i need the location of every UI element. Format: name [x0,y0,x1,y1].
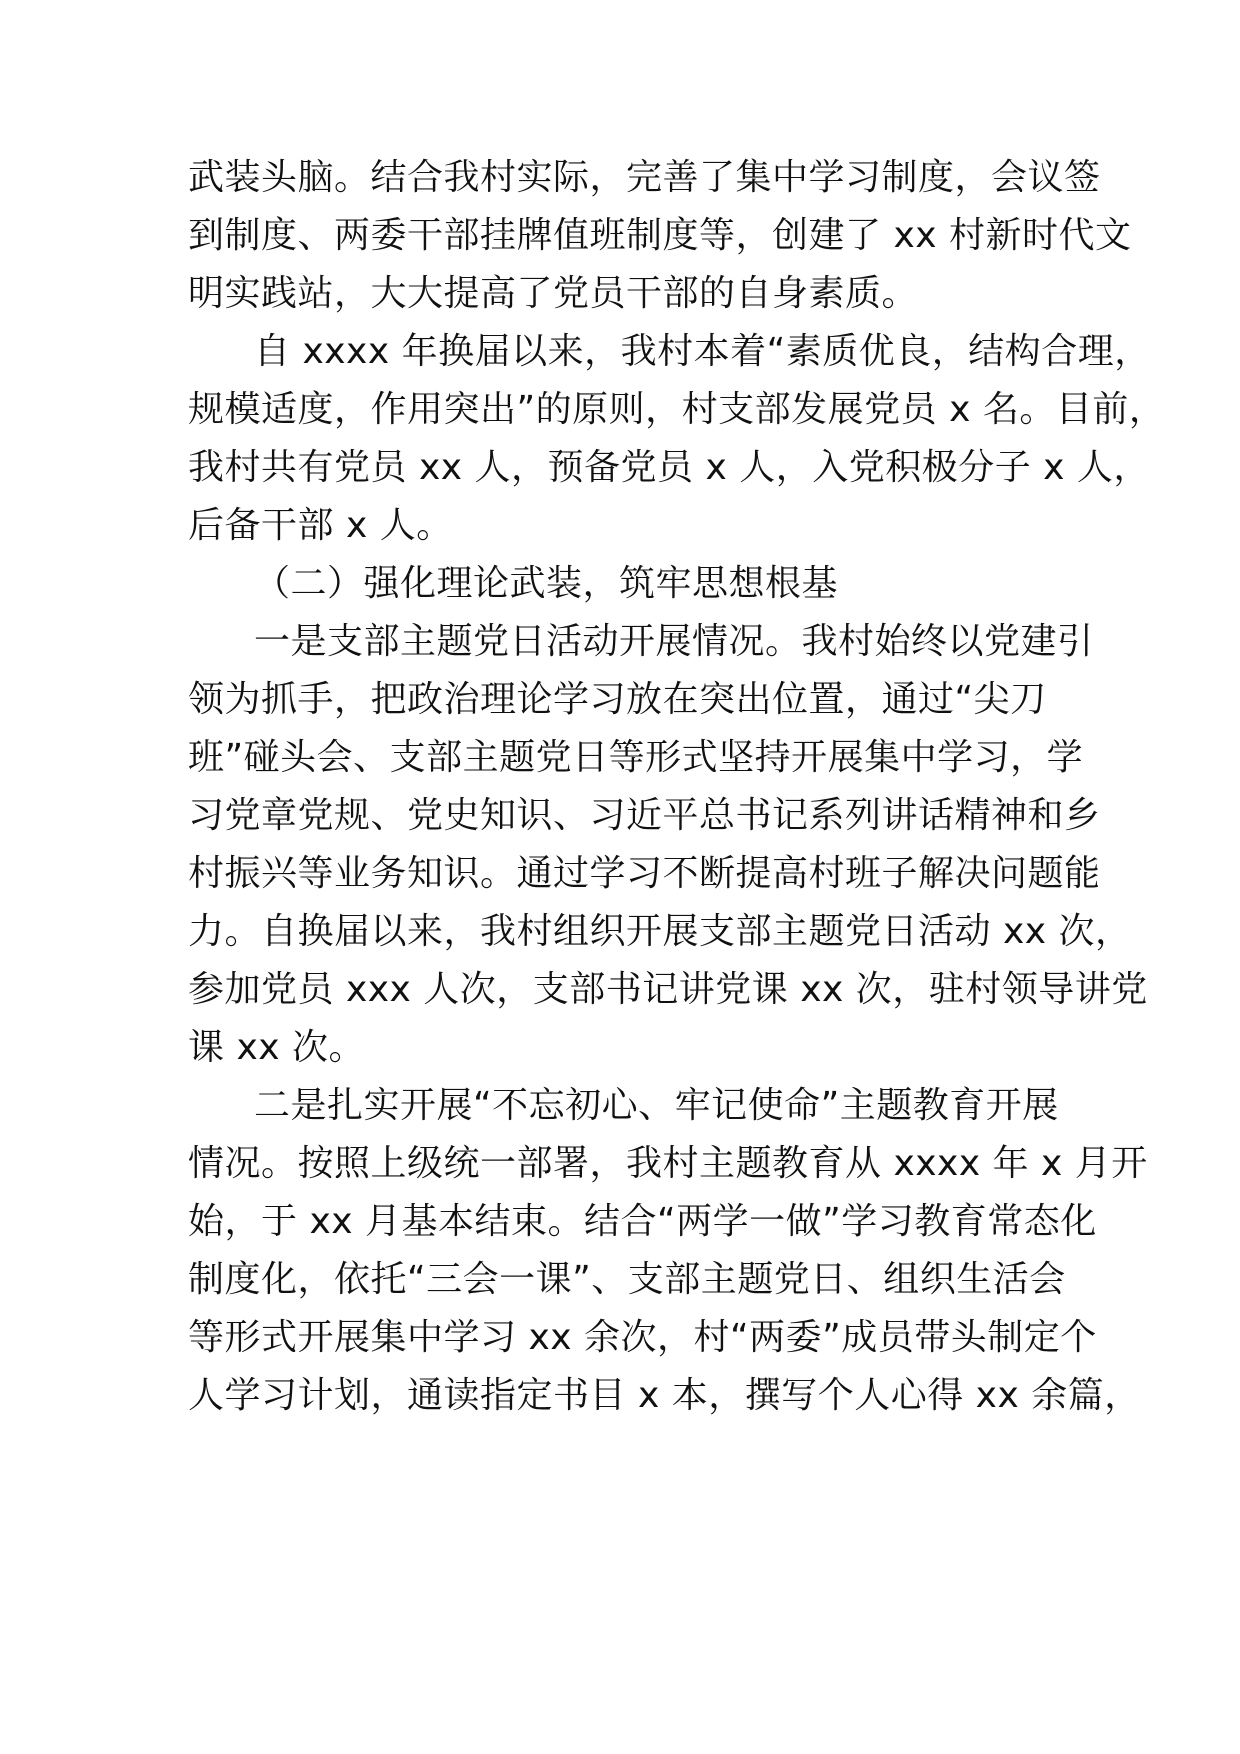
text-line: 人学习计划，通读指定书目 x 本，撰写个人心得 xx 余篇， [188,1375,1141,1416]
paragraph-first-line: 一是支部主题党日活动开展情况。我村始终以党建引 [254,621,1094,662]
text-line: 始，于 xx 月基本结束。结合“两学一做”学习教育常态化 [188,1201,1097,1242]
text-line: 力。自换届以来，我村组织开展支部主题党日活动 xx 次， [188,911,1132,952]
text-line: 我村共有党员 xx 人，预备党员 x 人，入党积极分子 x 人， [188,447,1150,488]
paragraph-first-line: 自 xxxx 年换届以来，我村本着“素质优良，结构合理， [254,331,1151,372]
text-line: 武装头脑。结合我村实际，完善了集中学习制度，会议签 [188,157,1101,198]
text-line: 情况。按照上级统一部署，我村主题教育从 xxxx 年 x 月开 [188,1143,1148,1184]
text-line: 班”碰头会、支部主题党日等形式坚持开展集中学习，学 [188,737,1084,778]
text-line: 等形式开展集中学习 xx 余次，村“两委”成员带头制定个 [188,1317,1097,1358]
text-line: 领为抓手，把政治理论学习放在突出位置，通过“尖刀 [188,679,1047,720]
text-line: 课 xx 次。 [188,1027,365,1068]
section-heading: （二）强化理论武装，筑牢思想根基 [254,563,839,604]
text-line: 到制度、两委干部挂牌值班制度等，创建了 xx 村新时代文 [188,215,1132,256]
text-line: 明实践站，大大提高了党员干部的自身素质。 [188,273,919,314]
text-line: 制度化，依托“三会一课”、支部主题党日、组织生活会 [188,1259,1066,1300]
text-line: 规模适度，作用突出”的原则，村支部发展党员 x 名。目前， [188,389,1166,430]
text-line: 参加党员 xxx 人次，支部书记讲党课 xx 次，驻村领导讲党 [188,969,1148,1010]
text-line: 习党章党规、党史知识、习近平总书记系列讲话精神和乡 [188,795,1101,836]
text-line: 村振兴等业务知识。通过学习不断提高村班子解决问题能 [188,853,1101,894]
paragraph-first-line: 二是扎实开展“不忘初心、牢记使命”主题教育开展 [254,1085,1059,1126]
text-line: 后备干部 x 人。 [188,505,453,546]
